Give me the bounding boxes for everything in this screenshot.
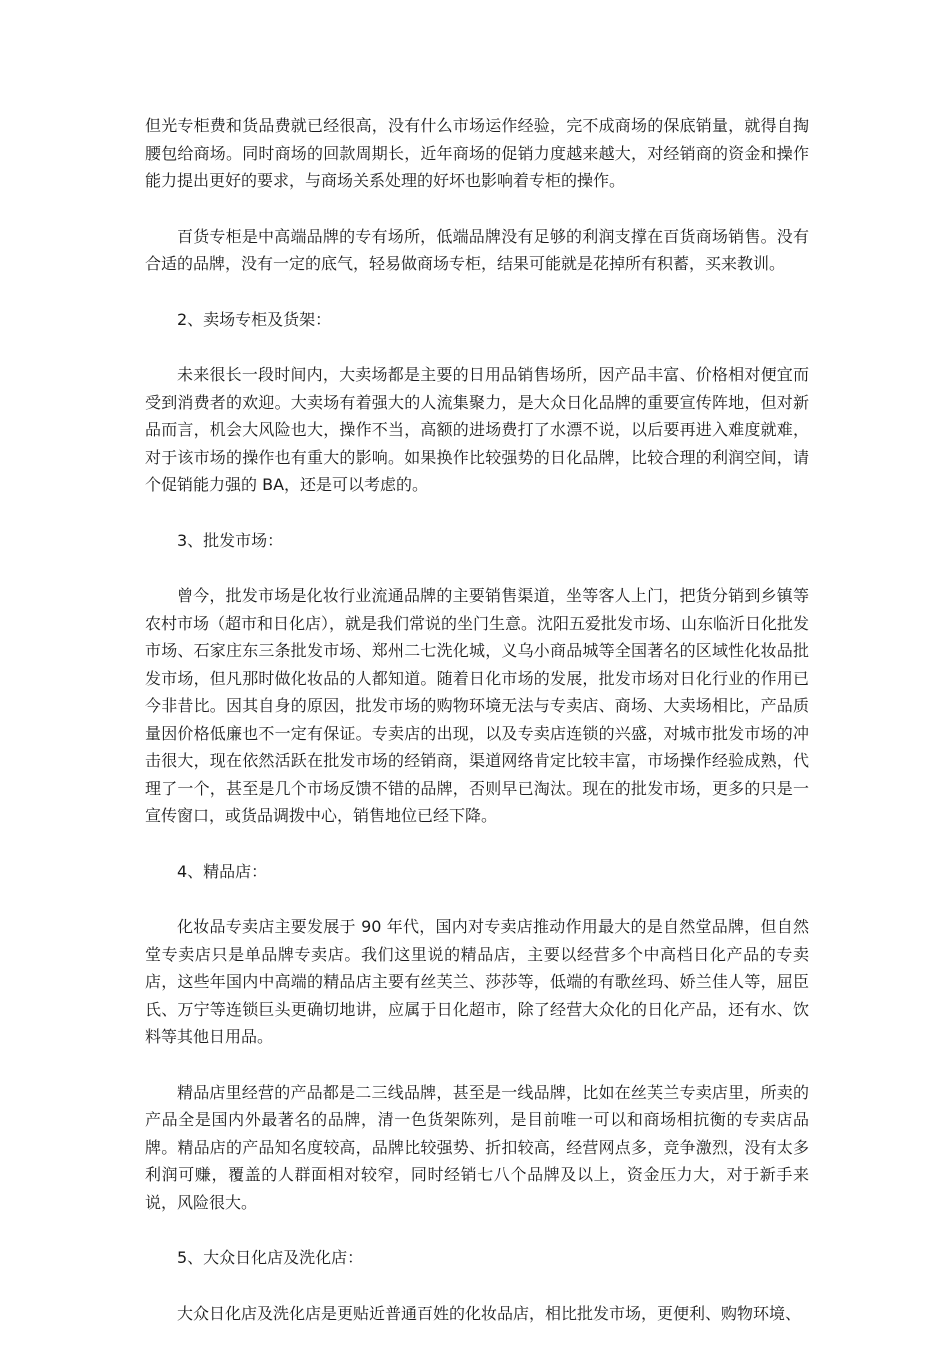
paragraph-7: 大众日化店及洗化店是更贴近普通百姓的化妆品店，相比批发市场，更便利、购物环境、: [177, 1303, 802, 1323]
section-heading-2: 2、卖场专柜及货架：: [177, 309, 332, 329]
document-page: [145, 112, 809, 1355]
paragraph-2: 百货专柜是中高端品牌的专有场所，低端品牌没有足够的利润支撑在百货商场销售。没有合适的品牌，没有一定的底气，轻易做商场专柜，结果可能就是花掉所有积蓄，买来教训。: [145, 226, 809, 273]
paragraph-6: 精品店里经营的产品都是二三线品牌，甚至是一线品牌，比如在丝芙兰专卖店里，所卖的产品全是国内外最著名的品牌，清一色货架陈列，是目前唯一可以和商场相抗衡的专卖店品牌。精品店的产品知名度较高，品牌比较强势、折扣较高，经营网点多，竞争激烈，没有太多利润可赚，覆盖的人群面相对较窄，同时经销七八个品牌及以上，资金压力大，对于新手来说，风险很大。: [145, 1082, 809, 1212]
section-heading-4: 4、精品店：: [177, 861, 268, 881]
section-heading-3: 3、批发市场：: [177, 530, 284, 550]
paragraph-4: 曾今，批发市场是化妆行业流通品牌的主要销售渠道，坐等客人上门，把货分销到乡镇等农村市场（超市和日化店），就是我们常说的坐门生意。沈阳五爱批发市场、山东临沂日化批发市场、石家庄东三条批发市场、郑州二七洗化城，义乌小商品城等全国著名的区域性化妆品批发市场，但凡那时做化妆品的人都知道。随着日化市场的发展，批发市场对日化行业的作用已今非昔比。因其自身的原因，批发市场的购物环境无法与专卖店、商场、大卖场相比，产品质量因价格低廉也不一定有保证。专卖店的出现，以及专卖店连锁的兴盛，对城市批发市场的冲击很大，现在依然活跃在批发市场的经销商，渠道网络肯定比较丰富，市场操作经验成熟，代理了一个，甚至是几个市场反馈不错的品牌，否则早已淘汰。现在的批发市场，更多的只是一宣传窗口，或货品调拨中心，销售地位已经下降。: [145, 586, 810, 825]
paragraph-3: 未来很长一段时间内，大卖场都是主要的日用品销售场所，因产品丰富、价格相对便宜而受到消费者的欢迎。大卖场有着强大的人流集聚力，是大众日化品牌的重要宣传阵地，但对新品而言，机会大风险也大，操作不当，高额的进场费打了水漂不说，以后要再进入难度就难，对于该市场的操作也有重大的影响。如果换作比较强势的日化品牌，比较合理的利润空间，请个促销能力强的 BA，还是可以考虑的。: [145, 365, 809, 494]
paragraph-5: 化妆品专卖店主要发展于 90 年代，国内对专卖店推动作用最大的是自然堂品牌，但自然堂专卖店只是单品牌专卖店。我们这里说的精品店，主要以经营多个中高档日化产品的专卖店，这些年国内中高端的精品店主要有丝芙兰、莎莎等，低端的有歌丝玛、娇兰佳人等，屈臣氏、万宁等连锁巨头更确切地讲，应属于日化超市，除了经营大众化的日化产品，还有水、饮料等其他日用品。: [145, 917, 809, 1046]
paragraph-1: 但光专柜费和货品费就已经很高，没有什么市场运作经验，完不成商场的保底销量，就得自掏腰包给商场。同时商场的回款周期长，近年商场的促销力度越来越大，对经销商的资金和操作能力提出更好的要求，与商场关系处理的好坏也影响着专柜的操作。: [145, 116, 809, 190]
section-heading-5: 5、大众日化店及洗化店：: [177, 1248, 364, 1267]
